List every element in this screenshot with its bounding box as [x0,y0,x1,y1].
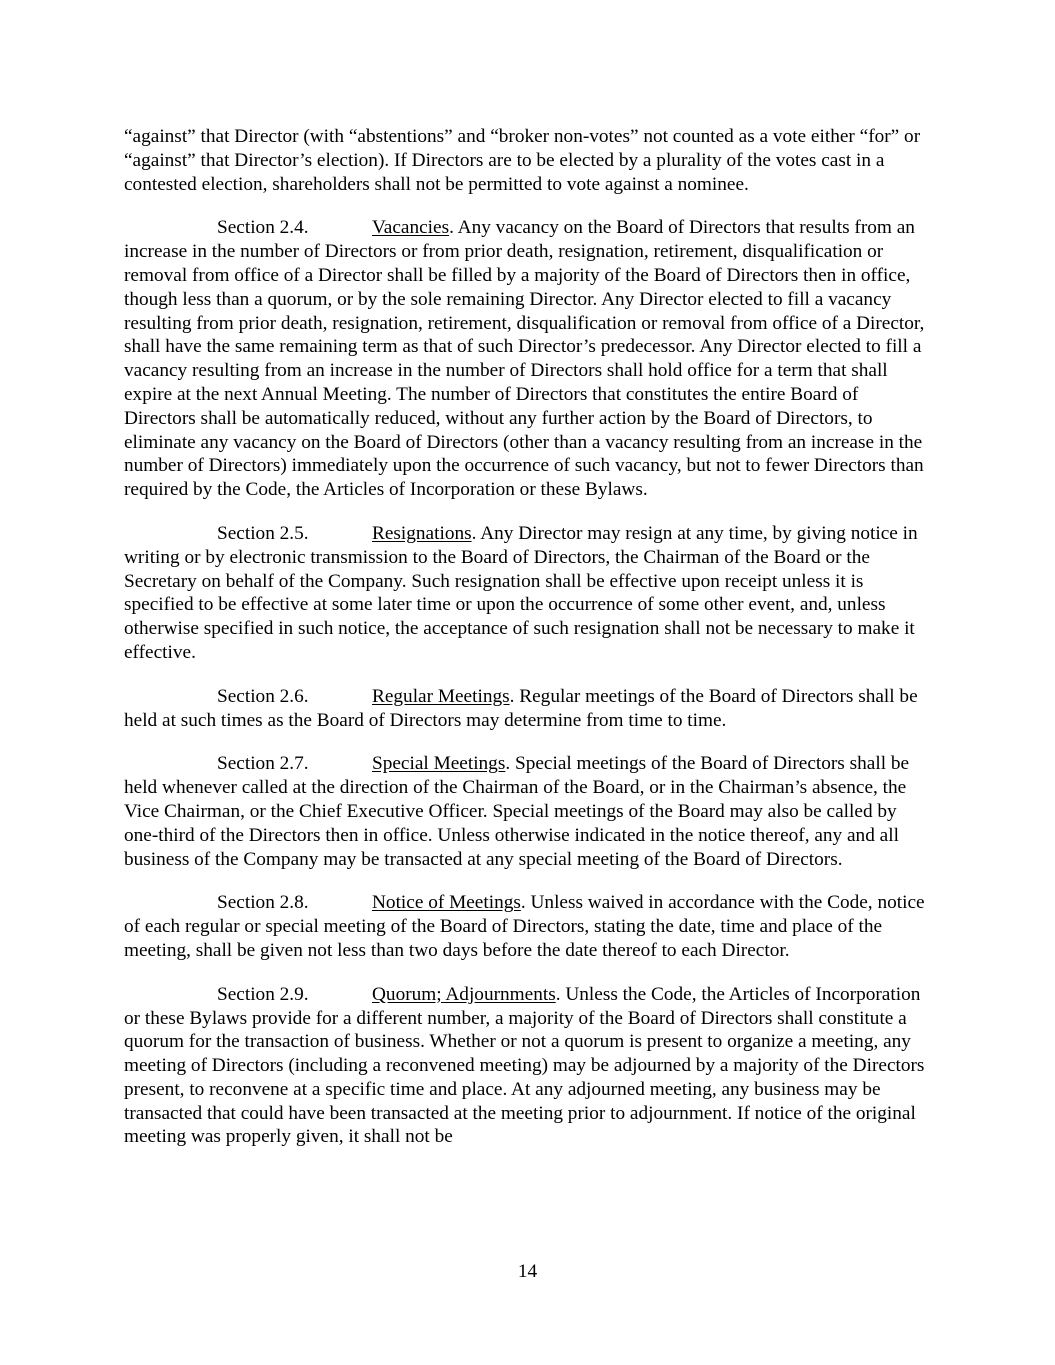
section-number: Section 2.4. [217,217,309,239]
section-2-5-paragraph [124,522,934,665]
section-number: Section 2.6. [217,685,309,707]
section-number: Section 2.5. [217,522,309,544]
section-body: . Regular meetings of the Board of Directors shall be held at such times as the Board of Directors may determine from time to time. [124,685,918,731]
section-title-regular-meetings: Regular Meetings [372,685,510,707]
page-number: 14 [517,1261,538,1282]
section-2-8-paragraph [124,891,934,962]
section-body: . Unless waived in accordance with the Code, notice of each regular or special meeting of the Board of Directors, stating the date, time and place of the meeting, shall be given not less than two days before the date thereof to each Director. [124,892,925,961]
section-body: . Special meetings of the Board of Directors shall be held whenever called at the direction of the Chairman of the Board, or in the Chairman’s absence, the Vice Chairman, or the Chief Executive Officer. Special meetings of the Board may also be called by one-third of the Directors then in office. Unless otherwise indicated in the notice thereof, any and all business of the Company may be transacted at any special meeting of the Board of Directors. [124,753,910,870]
continuation-paragraph: “against” that Director (with “abstentions” and “broker non-votes” not counted as a vote either “for” or “against” that Director’s election). If Directors are to be elected by a plurality of the votes cast in a contested election, shareholders shall not be permitted to vote against a nominee. [124,126,921,195]
document-page [124,125,934,1169]
section-title-vacancies: Vacancies [372,217,450,239]
section-body: . Any Director may resign at any time, by giving notice in writing or by electronic transmission to the Board of Directors, the Chairman of the Board or the Secretary on behalf of the Company. Such resignation shall be effective upon receipt unless it is specified to be effective at some later time or upon the occurrence of some other event, and, unless otherwise specified in such notice, the acceptance of such resignation shall not be necessary to make it effective. [124,522,918,663]
section-title-quorum-adjournments: Quorum; Adjournments [372,983,556,1005]
section-body: . Unless the Code, the Articles of Incorporation or these Bylaws provide for a different number, a majority of the Board of Directors shall constitute a quorum for the transaction of business. Whether or not a quorum is present to organize a meeting, any meeting of Directors (including a reconvened meeting) may be adjourned by a majority of the Directors present, to reconvene at a specific time and place. At any adjourned meeting, any business may be transacted that could have been transacted at the meeting prior to adjournment. If notice of the original meeting was properly given, it shall not be [124,983,925,1148]
section-title-resignations: Resignations [372,522,472,544]
section-number: Section 2.9. [217,983,309,1005]
section-title-notice-of-meetings: Notice of Meetings [372,892,521,914]
section-title-special-meetings: Special Meetings [372,753,506,775]
section-2-9-paragraph [124,983,934,1150]
section-number: Section 2.8. [217,892,309,914]
section-2-6-paragraph [124,685,934,733]
section-2-7-paragraph [124,752,934,871]
section-body: . Any vacancy on the Board of Directors that results from an increase in the number of Directors or from prior death, resignation, retirement, disqualification or removal from office of a Director shall be filled by a majority of the Board of Directors then in office, though less than a quorum, or by the sole remaining Director. Any Director elected to fill a vacancy resulting from prior death, resignation, retirement, disqualification or removal from office of a Director, shall have the same remaining term as that of such Director’s predecessor. Any Director elected to fill a vacancy resulting from an increase in the number of Directors shall hold office for a term that shall expire at the next Annual Meeting. The number of Directors that constitutes the entire Board of Directors shall be automatically reduced, without any further action by the Board of Directors, to eliminate any vacancy on the Board of Directors (other than a vacancy resulting from an increase in the number of Directors) immediately upon the occurrence of such vacancy, but not to fewer Directors than required by the Code, the Articles of Incorporation or these Bylaws. [124,217,925,501]
section-2-4-paragraph [124,216,934,502]
section-number: Section 2.7. [217,753,309,775]
